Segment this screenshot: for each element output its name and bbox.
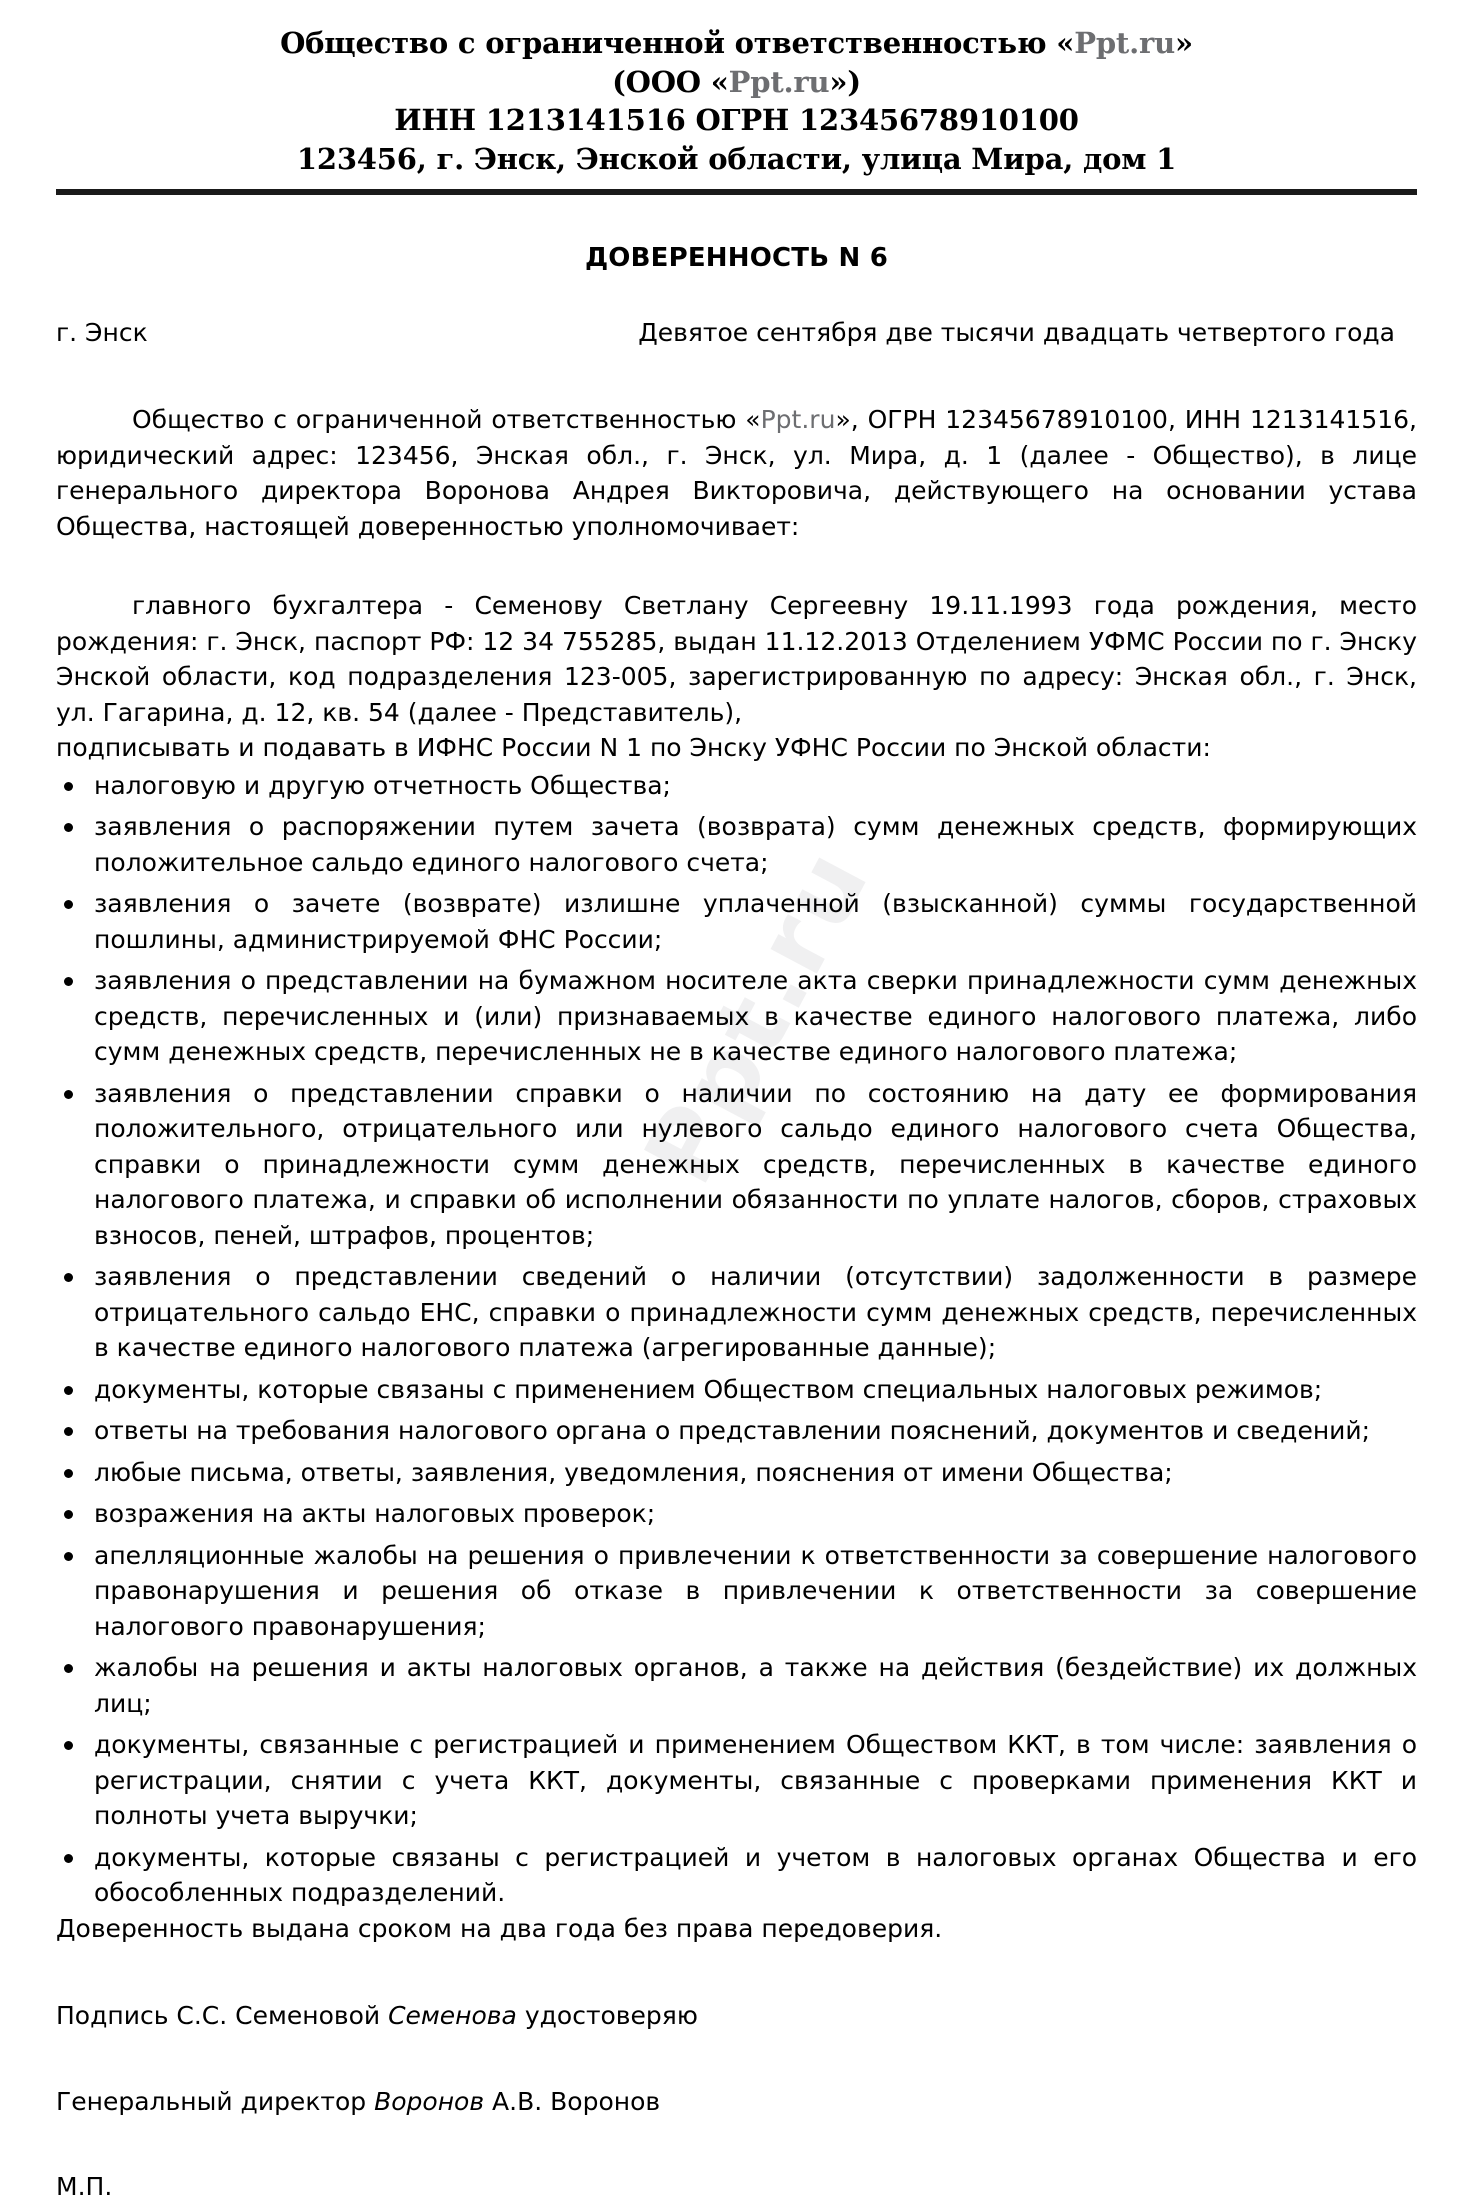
director-signature: Воронов [374,2086,485,2116]
paragraph-authority-intro: подписывать и подавать в ИФНС России N 1 по Энску УФНС России по Энской области: [56,733,1211,763]
seal-placeholder: М.П. [56,2172,113,2202]
grantor-text-post: », ОГРН 12345678910100, ИНН 1213141516, юридический адрес: 123456, Энская обл., г. Энск, ул. Мира, д. 1 (далее - Общество), в лице генерального директора Воронова Андрея Викторовича, действующего на основании устава Общества, настоящей доверенностью уполномочивает: [56,405,1417,541]
letterhead-line-address: 123456, г. Энск, Энской области, улица Мира, дом 1 [296,141,1177,176]
list-item: заявления о представлении справки о наличии по состоянию на дату ее формирования положительного, отрицательного или нулевого сальдо единого налогового счета Общества, справки о принадлежности сумм денежных средств, перечисленных в качестве единого налогового платежа, и справки об исполнении обязанности по уплате налогов, сборов, страховых взносов, пеней, штрафов, процентов; [56,1076,1417,1254]
signature-verify-post: удостоверяю [516,2001,698,2031]
authority-list [56,768,1417,1911]
header-divider [56,189,1417,195]
place-date-row [56,315,1417,350]
document-content [56,0,1417,2205]
letterhead-brand-1: Ppt.ru [1074,26,1175,60]
list-item: заявления о представлении сведений о наличии (отсутствии) задолженности в размере отрицательного сальдо ЕНС, справки о принадлежности сумм денежных средств, перечисленных в качестве единого налогового платежа (агрегированные данные); [56,1259,1417,1366]
representative-signature: Семенова [388,2001,517,2031]
list-item: заявления о зачете (возврате) излишне уплаченной (взысканной) суммы государственной пошлины, администрируемой ФНС России; [56,886,1417,957]
director-name: А.В. Воронов [484,2086,661,2116]
list-item: ответы на требования налогового органа о представлении пояснений, документов и сведений; [56,1413,1417,1449]
director-signature-line [56,2084,1417,2120]
letterhead-company-pre: Общество с ограниченной ответственностью « [280,26,1075,60]
letterhead-short-post: ») [829,64,861,99]
list-item: заявления о представлении на бумажном носителе акта сверки принадлежности сумм денежных средств, перечисленных и (или) признаваемых в качестве единого налогового платежа, либо сумм денежных средств, перечисленных не в качестве единого налогового платежа; [56,963,1417,1070]
paragraph-representative: главного бухгалтера - Семенову Светлану Сергеевну 19.11.1993 года рождения, место рождения: г. Энск, паспорт РФ: 12 34 755285, выдан 11.12.2013 Отделением УФМС России по г. Энску Энской области, код подразделения 123-005, зарегистрированную по адресу: Энская обл., г. Энск, ул. Гагарина, д. 12, кв. 54 (далее - Представитель), [56,591,1417,727]
list-item: апелляционные жалобы на решения о привлечении к ответственности за совершение налогового правонарушения и решения об отказе в привлечении к ответственности за совершение налогового правонарушения; [56,1538,1417,1645]
list-item: документы, связанные с регистрацией и применением Обществом ККТ, в том числе: заявления о регистрации, снятии с учета ККТ, документы, связанные с проверками применения ККТ и полноты учета выручки; [56,1727,1417,1834]
paragraph-grantor [56,402,1417,544]
director-title: Генеральный директор [56,2086,375,2116]
letterhead-line-company [56,24,1417,63]
validity-term: Доверенность выдана сроком на два года без права передоверия. [56,1913,943,1943]
letterhead-line-short-name [56,63,1417,102]
list-item: документы, которые связаны с применением Обществом специальных налоговых режимов; [56,1372,1417,1408]
list-item: документы, которые связаны с регистрацией и учетом в налоговых органах Общества и его обособленных подразделений. [56,1840,1417,1911]
grantor-text-pre: Общество с ограниченной ответственностью « [132,405,761,435]
letterhead-line-inn-ogrn: ИНН 1213141516 ОГРН 12345678910100 [394,103,1079,138]
signature-verification-line [56,1998,1417,2034]
list-item: жалобы на решения и акты налоговых органов, а также на действия (бездействие) их должных лиц; [56,1650,1417,1721]
list-item: возражения на акты налоговых проверок; [56,1496,1417,1532]
list-item: любые письма, ответы, заявления, уведомления, пояснения от имени Общества; [56,1455,1417,1491]
list-item: налоговую и другую отчетность Общества; [56,768,1417,804]
letterhead-company-post: » [1174,26,1193,60]
letterhead-brand-2: Ppt.ru [728,64,830,99]
place-of-issue: г. Энск [56,318,148,348]
letterhead [56,0,1417,178]
list-item: заявления о распоряжении путем зачета (возврата) сумм денежных средств, формирующих положительное сальдо единого налогового счета; [56,809,1417,880]
signature-verify-pre: Подпись С.С. Семеновой [56,2001,389,2031]
letterhead-short-pre: (ООО « [612,64,729,99]
page-title: ДОВЕРЕННОСТЬ N 6 [584,243,889,274]
date-of-issue: Девятое сентября две тысячи двадцать четвертого года [638,318,1395,348]
body-brand: Ppt.ru [760,405,836,435]
watermark: Ppt.ru [623,829,892,1202]
